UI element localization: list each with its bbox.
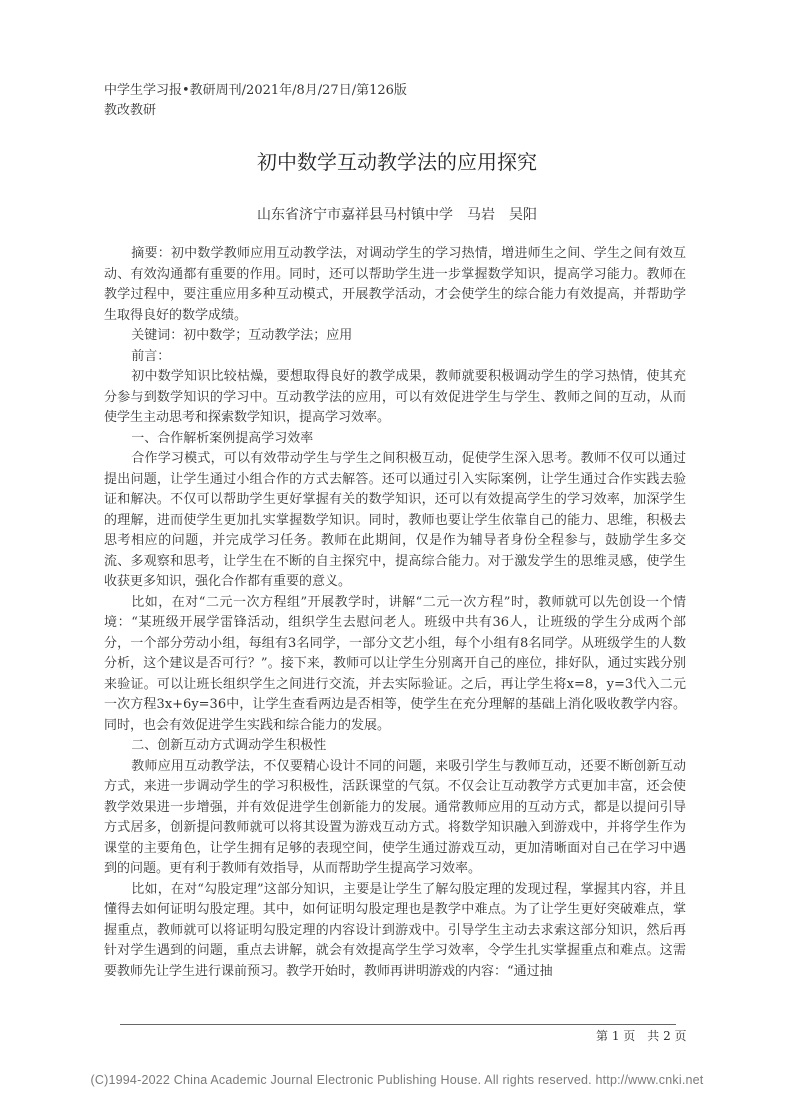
article-body [104,244,686,982]
preface-heading: 前言： [131,348,171,364]
column-name: 教改教研 [104,103,157,118]
section-heading-2: 二、创新互动方式调动学生积极性 [131,738,327,753]
body-paragraph: 教师应用互动教学法，不仅要精心设计不同的问题，来吸引学生与教师互动，还要不断创新互动方式，来进一步调动学生的学习积极性，活跃课堂的气氛。不仅会让互动教学方式更加丰富，还会使教学效果进一步增强，并有效促进学生创新能力的发展。通常教师应用的互动方式，都是以提问引导方式居多，创新提问教师就可以将其设置为游戏互动方式。将数学知识融入到游戏中，并将学生作为课堂的主要角色，让学生拥有足够的表现空间，使学生通过游戏互动，更加清晰面对自己在学习中遇到的问题。更有利于教师有效指导，从而帮助学生提高学习效率。 [104,758,686,876]
article-title: 初中数学互动教学法的应用探究 [257,150,537,174]
footer-divider [120,1024,676,1025]
body-paragraph: 比如，在对“二元一次方程组”开展教学时，讲解“二元一次方程”时，教师就可以先创设一个情境：“某班级开展学雷锋活动，组织学生去慰问老人。班级中共有36人，让班级的学生分成两个部分，一个部分劳动小组，每组有3名同学，一部分文艺小组，每个小组有8名同学。从班级学生的人数分析，这个建议是否可行？”。接下来，教师可以让学生分别离开自己的座位，排好队，通过实践分别来验证。可以让班长组织学生之间进行交流，并去实际验证。之后，再让学生将x=8，y=3代入二元一次方程3x+6y=36中，让学生查看两边是否相等，使学生在充分理解的基础上消化吸收教学内容。同时，也会有效促进学生实践和综合能力的发展。 [104,594,686,733]
journal-source-line: 中学生学习报•教研周刊/2021年/8月/27日/第126版 [104,83,407,98]
body-paragraph: 初中数学知识比较枯燥，要想取得良好的教学成果，教师就要积极调动学生的学习热情，使其充分参与到数学知识的学习中。互动教学法的应用，可以有效促进学生与学生、教师之间的互动，从而使学生主动思考和探索数学知识，提高学习效率。 [104,369,686,425]
keywords-paragraph: 关键词：初中数学；互动教学法；应用 [131,328,353,343]
page-number: 第 1 页 共 2 页 [596,1029,687,1043]
abstract-paragraph: 摘要：初中数学教师应用互动教学法，对调动学生的学习热情，增进师生之间、学生之间有效互动、有效沟通都有重要的作用。同时，还可以帮助学生进一步掌握数学知识，提高学习能力。教师在教学过程中，要注重应用多种互动模式，开展教学活动，才会使学生的综合能力有效提高，并帮助学生取得良好的数学成绩。 [104,246,686,323]
article-authors: 山东省济宁市嘉祥县马村镇中学 马岩 吴阳 [257,207,537,223]
body-paragraph: 比如，在对“勾股定理”这部分知识，主要是让学生了解勾股定理的发现过程，掌握其内容，并且懂得去如何证明勾股定理。其中，如何证明勾股定理也是教学中难点。为了让学生更好突破难点，掌握重点，教师就可以将证明勾股定理的内容设计到游戏中。引导学生主动去求索这部分知识，然后再针对学生遇到的问题，重点去讲解，就会有效提高学生学习效率，令学生扎实掌握重点和难点。这需要教师先让学生进行课前预习。教学开始时，教师再讲明游戏的内容：“通过抽 [104,881,686,979]
section-heading-1: 一、合作解析案例提高学习效率 [131,430,314,446]
body-paragraph: 合作学习模式，可以有效带动学生与学生之间积极互动，促使学生深入思考。教师不仅可以通过提出问题，让学生通过小组合作的方式去解答。还可以通过引入实际案例，让学生通过合作实践去验证和解决。不仅可以帮助学生更好掌握有关的数学知识，还可以有效提高学生的学习效率，加深学生的理解，进而使学生更加扎实掌握数学知识。同时，教师也要让学生依靠自己的能力、思维，积极去思考相应的问题，并完成学习任务。教师在此期间，仅是作为辅导者身份全程参与，鼓励学生多交流、多观察和思考，让学生在不断的自主探究中，提高综合能力。对于激发学生的思维灵感，使学生收获更多知识，强化合作都有重要的意义。 [104,451,686,589]
copyright-footer: (C)1994-2022 China Academic Journal Electronic Publishing House. All rights reserved. http://www.cnki.net [90,1073,704,1087]
